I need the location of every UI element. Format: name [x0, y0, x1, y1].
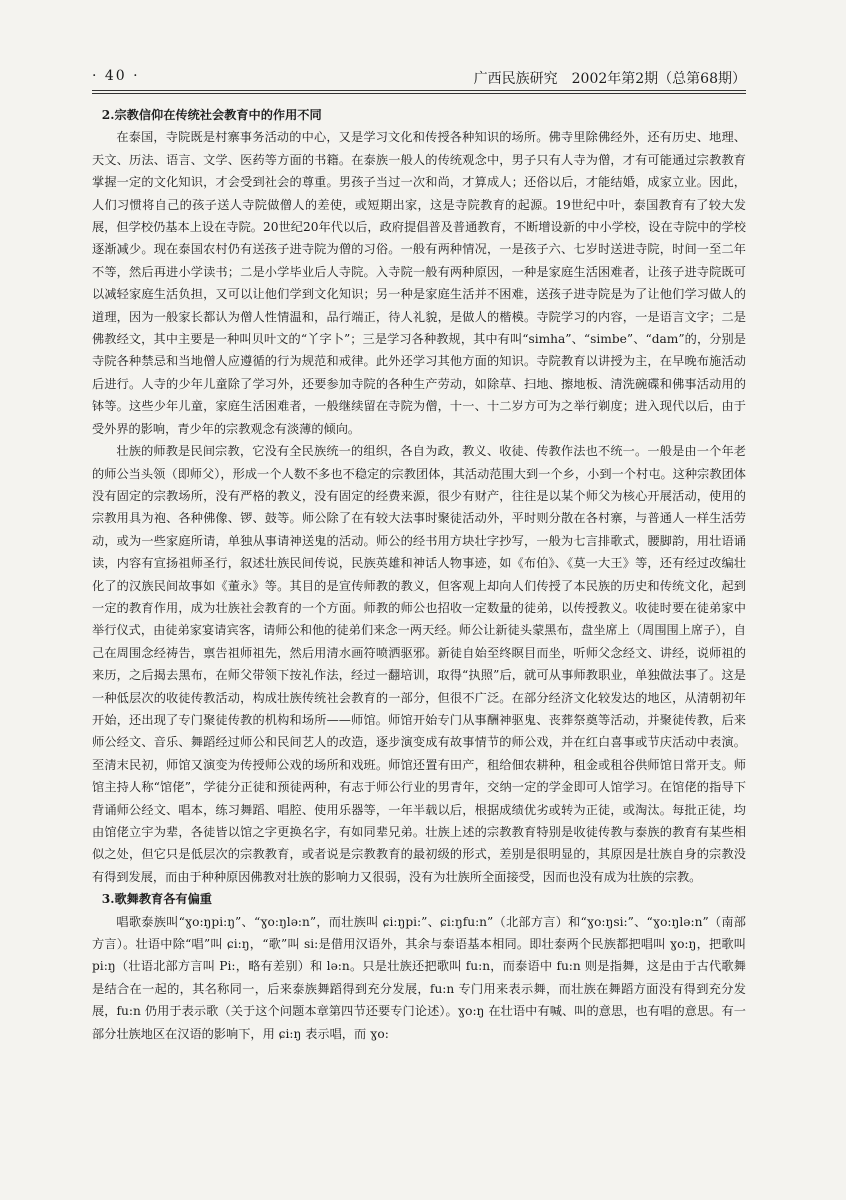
page-header — [92, 64, 746, 90]
header-rule — [92, 90, 746, 91]
section-heading: 3.歌舞教育各有偏重 — [101, 892, 212, 907]
paragraph: 在泰国，寺院既是村寨事务活动的中心，又是学习文化和传授各种知识的场所。佛寺里除佛经外，还有历史、地理、天文、历法、语言、文学、医药等方面的书籍。在泰族一般人的传统观念中，男子只有人寺为僧，才有可能通过宗教教育掌握一定的文化知识，才会受到社会的尊重。男孩子当过一次和尚，才算成人；还俗以后，才能结婚，成家立业。因此，人们习惯将自己的孩子送人寺院做僧人的差使，或短期出家，这是寺院教育的起源。19世纪中叶，泰国教育有了较大发展，但学校仍基本上设在寺院。20世纪20年代以后，政府提倡普及普通教育，不断增设新的中小学校，设在寺院中的学校逐渐减少。现在泰国农村仍有送孩子进寺院为僧的习俗。一般有两种情况，一是孩子六、七岁时送进寺院，时间一至二年不等，然后再进小学读书；二是小学毕业后人寺院。入寺院一般有两种原因，一种是家庭生活困难者，让孩子进寺院既可以减轻家庭生活负担，又可以让他们学到文化知识；另一种是家庭生活并不困难，送孩子进寺院是为了让他们学习做人的道理，因为一般家长都认为僧人性情温和，品行端正，待人礼貌，是做人的楷模。寺院学习的内容，一是语言文字；二是佛教经文，其中主要是一种叫贝叶文的“丫字卜”；三是学习各种教规，其中有叫“simha”、“simbe”、“dam”的，分别是寺院各种禁忌和当地僧人应遵循的行为规范和戒律。此外还学习其他方面的知识。寺院教育以讲授为主，在早晚布施活动后进行。人寺的少年儿童除了学习外，还要参加寺院的各种生产劳动，如除草、扫地、擦地板、清洗碗碟和佛事活动用的钵等。这些少年儿童，家庭生活困难者，一般继续留在寺院为僧，十一、十二岁方可为之举行剃度；进入现代以后，由于受外界的影响，青少年的宗教观念有淡薄的倾向。 — [92, 130, 746, 436]
paragraph: 壮族的师教是民间宗教，它没有全民族统一的组织，各自为政，教义、收徒、传教作法也不统一。一般是由一个年老的师公当头领（即师父），形成一个人数不多也不稳定的宗教团体，其活动范围大到一个乡，小到一个村屯。这种宗教团体没有固定的宗教场所，没有严格的教义，没有固定的经费来源，很少有财产，往往是以某个师父为核心开展活动，使用的宗教用具为袍、各种佛像、锣、鼓等。师公除了在有较大法事时聚徒活动外，平时则分散在各村寨，与普通人一样生活劳动，或为一些家庭所请，单独从事请神送鬼的活动。师公的经书用方块壮字抄写，一般为七言排歌式，腰脚韵，用壮语诵读，内容有宣扬祖师圣行，叙述壮族民间传说，民族英雄和神话人物事迹，如《布伯》、《莫一大王》等，还有经过改编壮化了的汉族民间故事如《董永》等。其目的是宣传师教的教义，但客观上却向人们传授了本民族的历史和传统文化，起到一定的教育作用，成为壮族社会教育的一个方面。师教的师公也招收一定数量的徒弟，以传授教义。收徒时要在徒弟家中举行仪式，由徒弟家宴请宾客，请师公和他的徒弟们来念一两天经。师公让新徒头蒙黑布，盘坐席上（周围围上席子），自己在周围念经祷告，禀告祖师祖先，然后用清水画符喷洒驱邪。新徒自始至终瞑目而坐，听师父念经文、讲经，说师祖的来历，之后揭去黑布，在师父带领下按礼作法，经过一翻培训，取得“执照”后，就可从事师教职业，单独做法事了。这是一种低层次的收徒传教活动，构成壮族传统社会教育的一部分，但很不广泛。在部分经济文化较发达的地区，从清朝初年开始，还出现了专门聚徒传教的机构和场所——师馆。师馆开始专门从事酬神驱鬼、丧葬祭奠等活动，并聚徒传教，后来师公经文、音乐、舞蹈经过师公和民间艺人的改造，逐步演变成有故事情节的师公戏，并在红白喜事或节庆活动中表演。至清末民初，师馆又演变为传授师公戏的场所和戏班。师馆还置有田产，租给佃农耕种，租金或租谷供师馆日常开支。师馆主持人称“馆佬”，学徒分正徒和预徒两种，有志于师公行业的男青年，交纳一定的学金即可人馆学习。在馆佬的指导下背诵师公经文、唱本，练习舞蹈、唱腔、使用乐器等，一年半载以后，根据成绩优劣或转为正徒，或淘汰。每批正徒，均由馆佬立宇为辈，各徒皆以馆之字更换名字，有如同辈兄弟。壮族上述的宗教教育特别是收徒传教与泰族的教育有某些相似之处，但它只是低层次的宗教教育，或者说是宗教教育的最初级的形式，差别是很明显的，其原因是壮族自身的宗教没有得到发展，而由于种种原因佛教对壮族的影响力又很弱，没有为壮族所全面接受，因而也没有成为壮族的宗教。 — [92, 444, 746, 884]
paragraph: 唱歌泰族叫“ɣo:ŋpi:ŋ”、“ɣo:ŋlə:n”，而壮族叫 ɕi:ŋpi:”、ɕi:ŋfu:n”（北部方言）和“ɣo:ŋsi:”、“ɣo:ŋlə:n”（南部方言）。壮语中除“唱”叫 ɕi:ŋ，“歌”叫 si:是借用汉语外，其余与泰语基本相同。即壮泰两个民族都把唱叫 ɣo:ŋ，把歌叫 pi:ŋ（壮语北部方言叫 Pi:，略有差别）和 lə:n。只是壮族还把歌叫 fu:n，而泰语中 fu:n 则是指舞，这是由于古代歌舞是结合在一起的，其名称同一，后来泰族舞蹈得到充分发展，fu:n 专门用来表示舞，而壮族在舞蹈方面没有得到充分发展，fu:n 仍用于表示歌（关于这个问题本章第四节还要专门论述）。ɣo:ŋ 在壮语中有喊、叫的意思，也有唱的意思。有一部分壮族地区在汉语的影响下，用 ɕi:ŋ 表示唱，而 ɣo: — [92, 914, 746, 1041]
section-heading: 2.宗教信仰在传统社会教育中的作用不同 — [101, 108, 322, 122]
header-rule-thin — [92, 93, 746, 94]
article-body — [92, 104, 746, 1045]
page-number: · 40 · — [92, 68, 140, 84]
journal-title: 广西民族研究 2002年第2期（总第68期） — [473, 71, 746, 87]
